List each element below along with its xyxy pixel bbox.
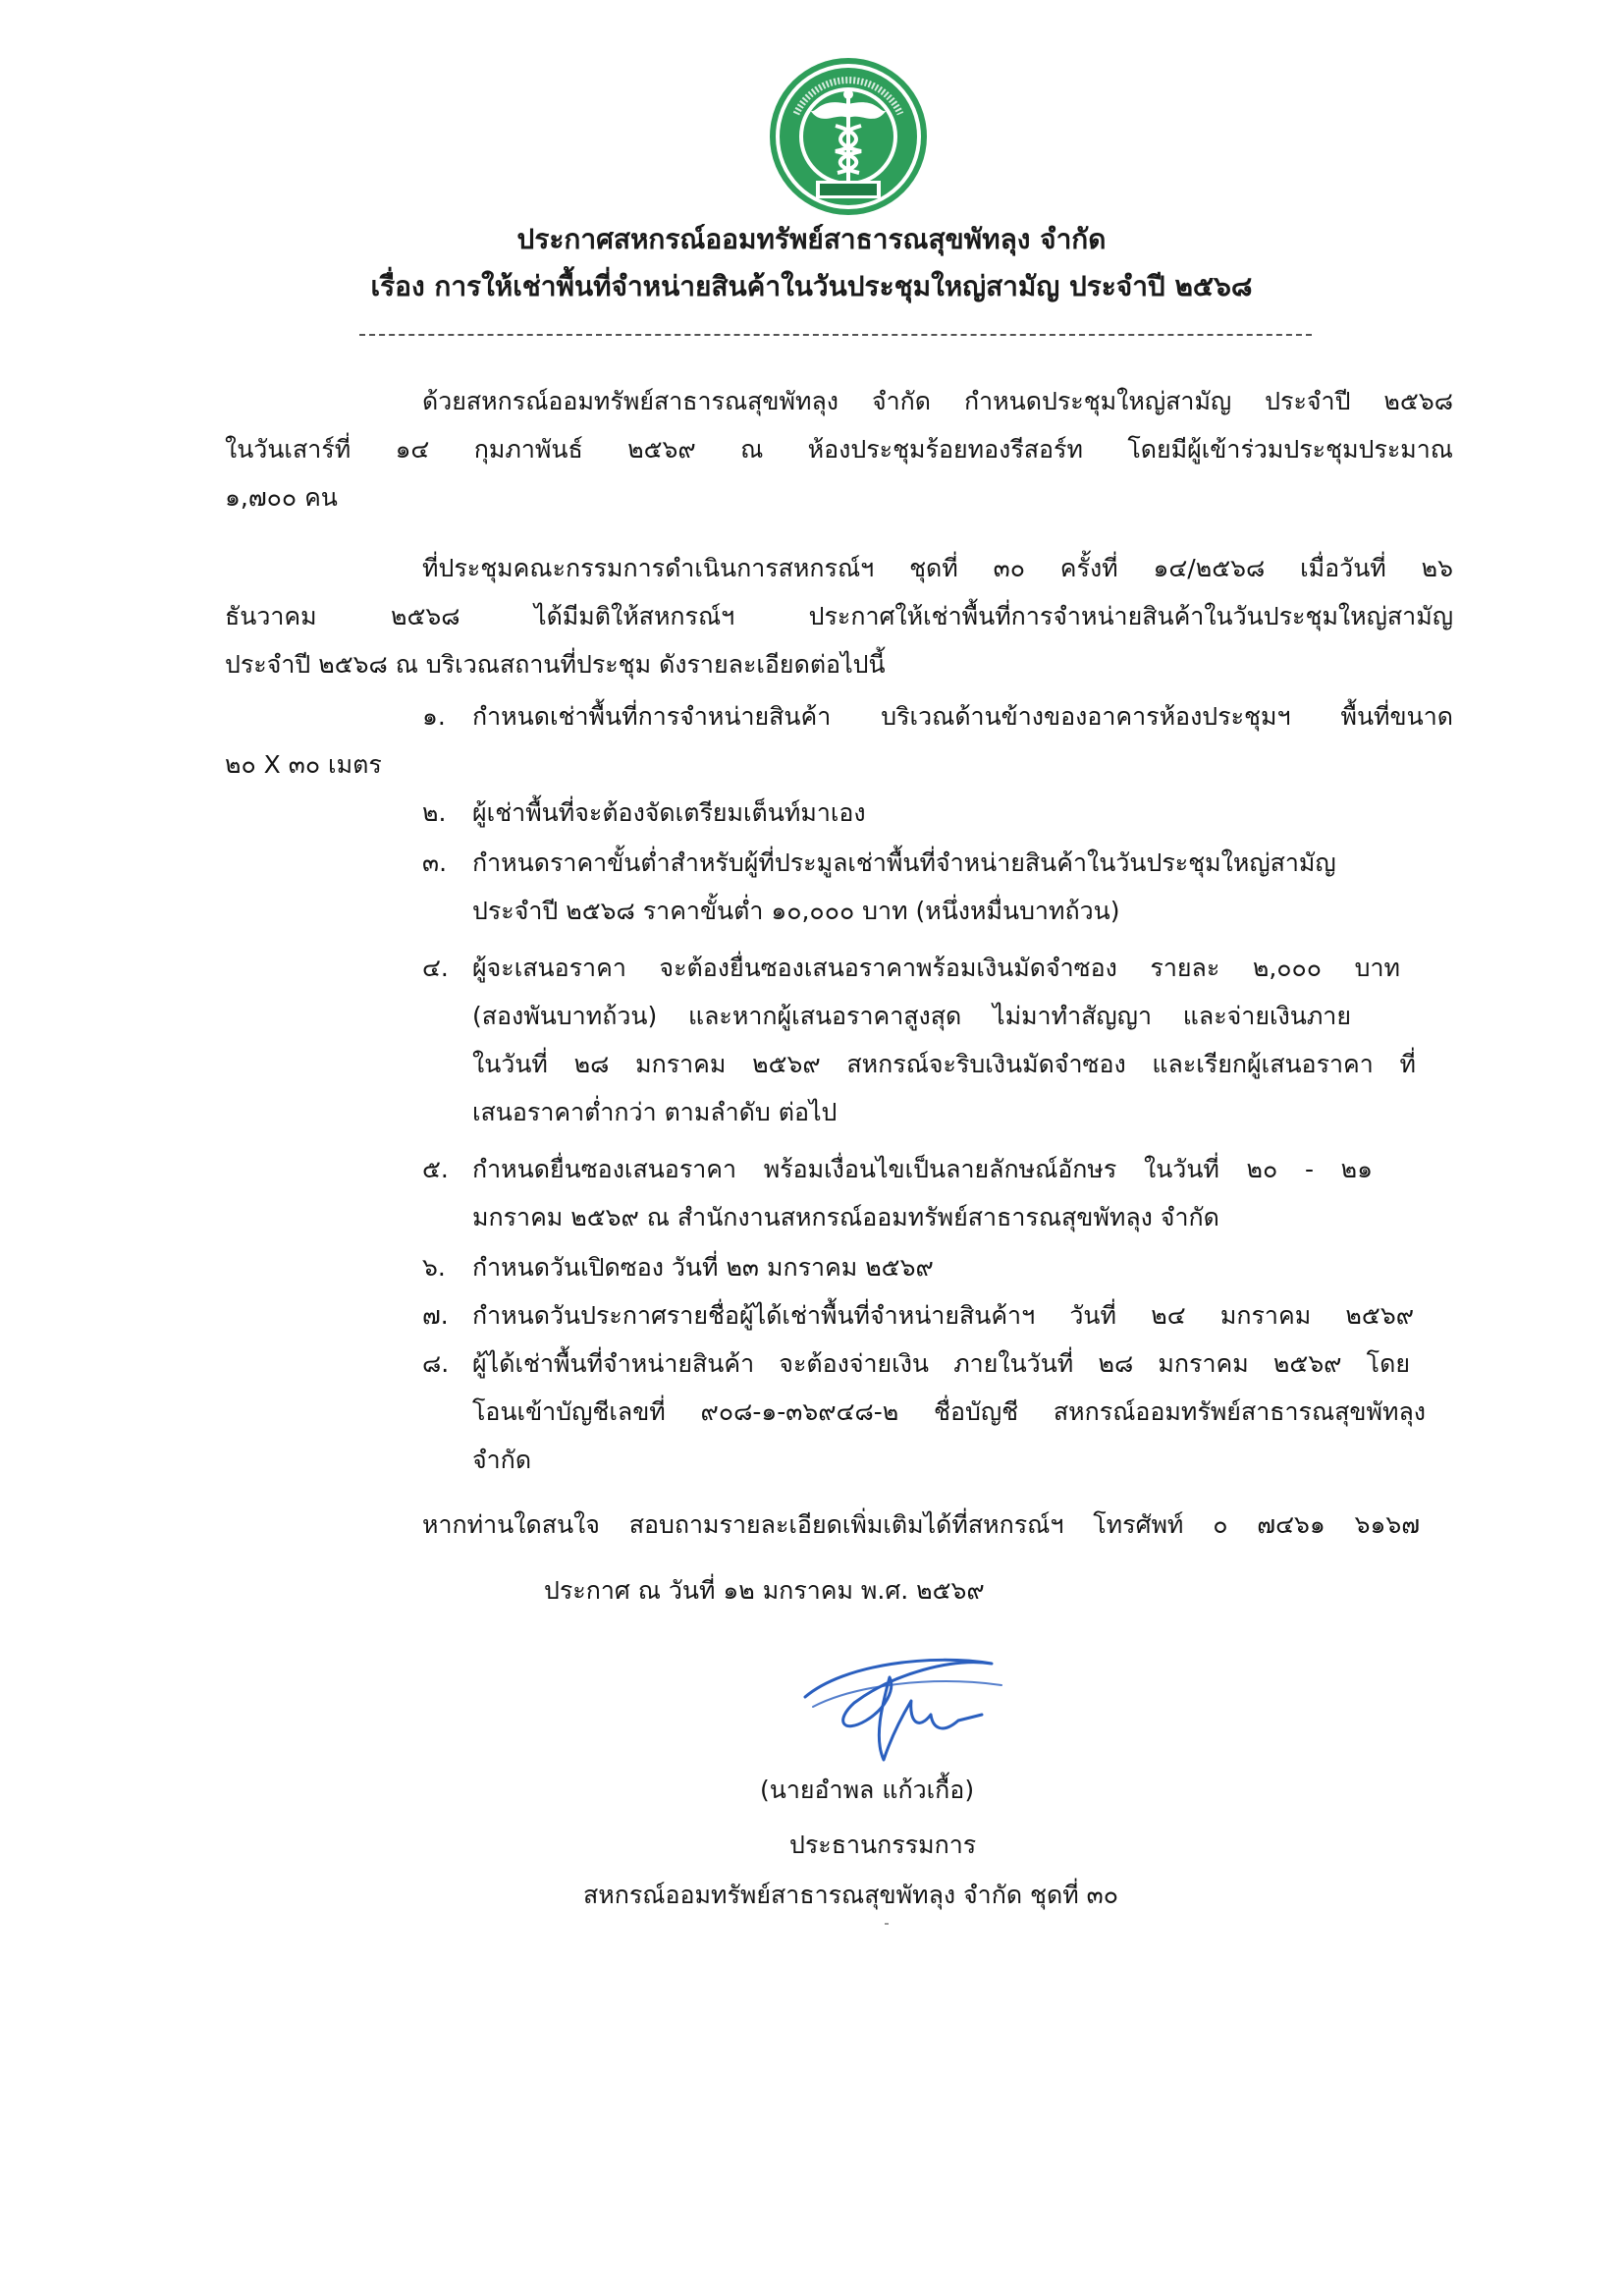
list-item-line: ในวันที่ ๒๘ มกราคม ๒๕๖๙ สหกรณ์จะริบเงินมัดจำซอง และเรียกผู้เสนอราคา ที่: [472, 1050, 1416, 1078]
list-item-line: กำหนดยื่นซองเสนอราคา พร้อมเงื่อนไขเป็นลายลักษณ์อักษร ในวันที่ ๒๐ - ๒๑: [472, 1155, 1373, 1183]
list-item-line: (สองพันบาทถ้วน) และหากผู้เสนอราคาสูงสุด ไม่มาทำสัญญา และจ่ายเงินภาย: [472, 1002, 1351, 1030]
contact-line: หากท่านใดสนใจ สอบถามรายละเอียดเพิ่มเติมได้ที่สหกรณ์ฯ โทรศัพท์ ๐ ๗๔๖๑ ๖๑๖๗: [422, 1510, 1420, 1539]
signatory-name: (นายอำพล แก้วเกื้อ): [760, 1776, 975, 1804]
paragraph-1-line-2: ในวันเสาร์ที่ ๑๔ กุมภาพันธ์ ๒๕๖๙ ณ ห้องประชุมร้อยทองรีสอร์ท โดยมีผู้เข้าร่วมประชุมประมาณ: [225, 435, 1453, 464]
handwritten-signature: [785, 1632, 1021, 1770]
paragraph-2-line-3: ประจำปี ๒๕๖๘ ณ บริเวณสถานที่ประชุม ดังรายละเอียดต่อไปนี้: [225, 650, 886, 679]
list-item-line: จำกัด: [472, 1446, 532, 1474]
list-item-number: ๘.: [422, 1349, 450, 1378]
scan-speck: [885, 1923, 889, 1925]
list-item-number: ๕.: [422, 1155, 449, 1183]
list-item-line: ผู้ได้เช่าพื้นที่จำหน่ายสินค้า จะต้องจ่ายเงิน ภายในวันที่ ๒๘ มกราคม ๒๕๖๙ โดย: [472, 1349, 1410, 1378]
list-item-line: ผู้เช่าพื้นที่จะต้องจัดเตรียมเต็นท์มาเอง: [472, 798, 866, 827]
list-item-line: กำหนดเช่าพื้นที่การจำหน่ายสินค้า บริเวณด้านข้างของอาคารห้องประชุมฯ พื้นที่ขนาด: [472, 702, 1453, 731]
signatory-organization: สหกรณ์ออมทรัพย์สาธารณสุขพัทลุง จำกัด ชุดที่ ๓๐: [583, 1881, 1119, 1909]
list-item-number: ๒.: [422, 798, 447, 827]
paragraph-2-line-1: ที่ประชุมคณะกรรมการดำเนินการสหกรณ์ฯ ชุดที่ ๓๐ ครั้งที่ ๑๔/๒๕๖๘ เมื่อวันที่ ๒๖: [422, 554, 1453, 582]
paragraph-1-line-3: ๑,๗๐๐ คน: [225, 483, 338, 512]
list-item-line: กำหนดวันประกาศรายชื่อผู้ได้เช่าพื้นที่จำหน่ายสินค้าฯ วันที่ ๒๔ มกราคม ๒๕๖๙: [472, 1301, 1414, 1330]
dashed-divider: [359, 334, 1312, 336]
list-item-line: โอนเข้าบัญชีเลขที่ ๙๐๘-๑-๓๖๙๔๘-๒ ชื่อบัญชี สหกรณ์ออมทรัพย์สาธารณสุขพัทลุง: [472, 1397, 1426, 1426]
list-item-number: ๗.: [422, 1301, 449, 1330]
list-item-line: กำหนดราคาขั้นต่ำสำหรับผู้ที่ประมูลเช่าพื้นที่จำหน่ายสินค้าในวันประชุมใหญ่สามัญ: [472, 848, 1336, 877]
list-item-line: ประจำปี ๒๕๖๘ ราคาขั้นต่ำ ๑๐,๐๐๐ บาท (หนึ่งหมื่นบาทถ้วน): [472, 897, 1120, 925]
announcement-subject: เรื่อง การให้เช่าพื้นที่จำหน่ายสินค้าในวันประชุมใหญ่สามัญ ประจำปี ๒๕๖๘: [370, 270, 1253, 302]
signatory-position: ประธานกรรมการ: [789, 1831, 977, 1859]
announcement-title: ประกาศสหกรณ์ออมทรัพย์สาธารณสุขพัทลุง จำกัด: [516, 223, 1107, 255]
list-item-line: ผู้จะเสนอราคา จะต้องยื่นซองเสนอราคาพร้อมเงินมัดจำซอง รายละ ๒,๐๐๐ บาท: [472, 954, 1400, 982]
list-item-line: เสนอราคาต่ำกว่า ตามลำดับ ต่อไป: [472, 1098, 838, 1126]
paragraph-1-line-1: ด้วยสหกรณ์ออมทรัพย์สาธารณสุขพัทลุง จำกัด กำหนดประชุมใหญ่สามัญ ประจำปี ๒๕๖๘: [422, 387, 1453, 415]
list-item-wrap: ๒๐ X ๓๐ เมตร: [225, 750, 382, 779]
announcement-date: ประกาศ ณ วันที่ ๑๒ มกราคม พ.ศ. ๒๕๖๙: [544, 1576, 985, 1605]
list-item-number: ๓.: [422, 848, 448, 877]
list-item-line: กำหนดวันเปิดซอง วันที่ ๒๓ มกราคม ๒๕๖๙: [472, 1253, 934, 1282]
list-item-line: มกราคม ๒๕๖๙ ณ สำนักงานสหกรณ์ออมทรัพย์สาธารณสุขพัทลุง จำกัด: [472, 1203, 1219, 1231]
cooperative-logo: [767, 55, 930, 218]
list-item-number: ๖.: [422, 1253, 446, 1282]
list-item-number: ๔.: [422, 954, 449, 982]
list-item-number: ๑.: [422, 702, 446, 731]
paragraph-2-line-2: ธันวาคม ๒๕๖๘ ได้มีมติให้สหกรณ์ฯ ประกาศให้เช่าพื้นที่การจำหน่ายสินค้าในวันประชุมใหญ่สามัญ: [225, 602, 1453, 630]
